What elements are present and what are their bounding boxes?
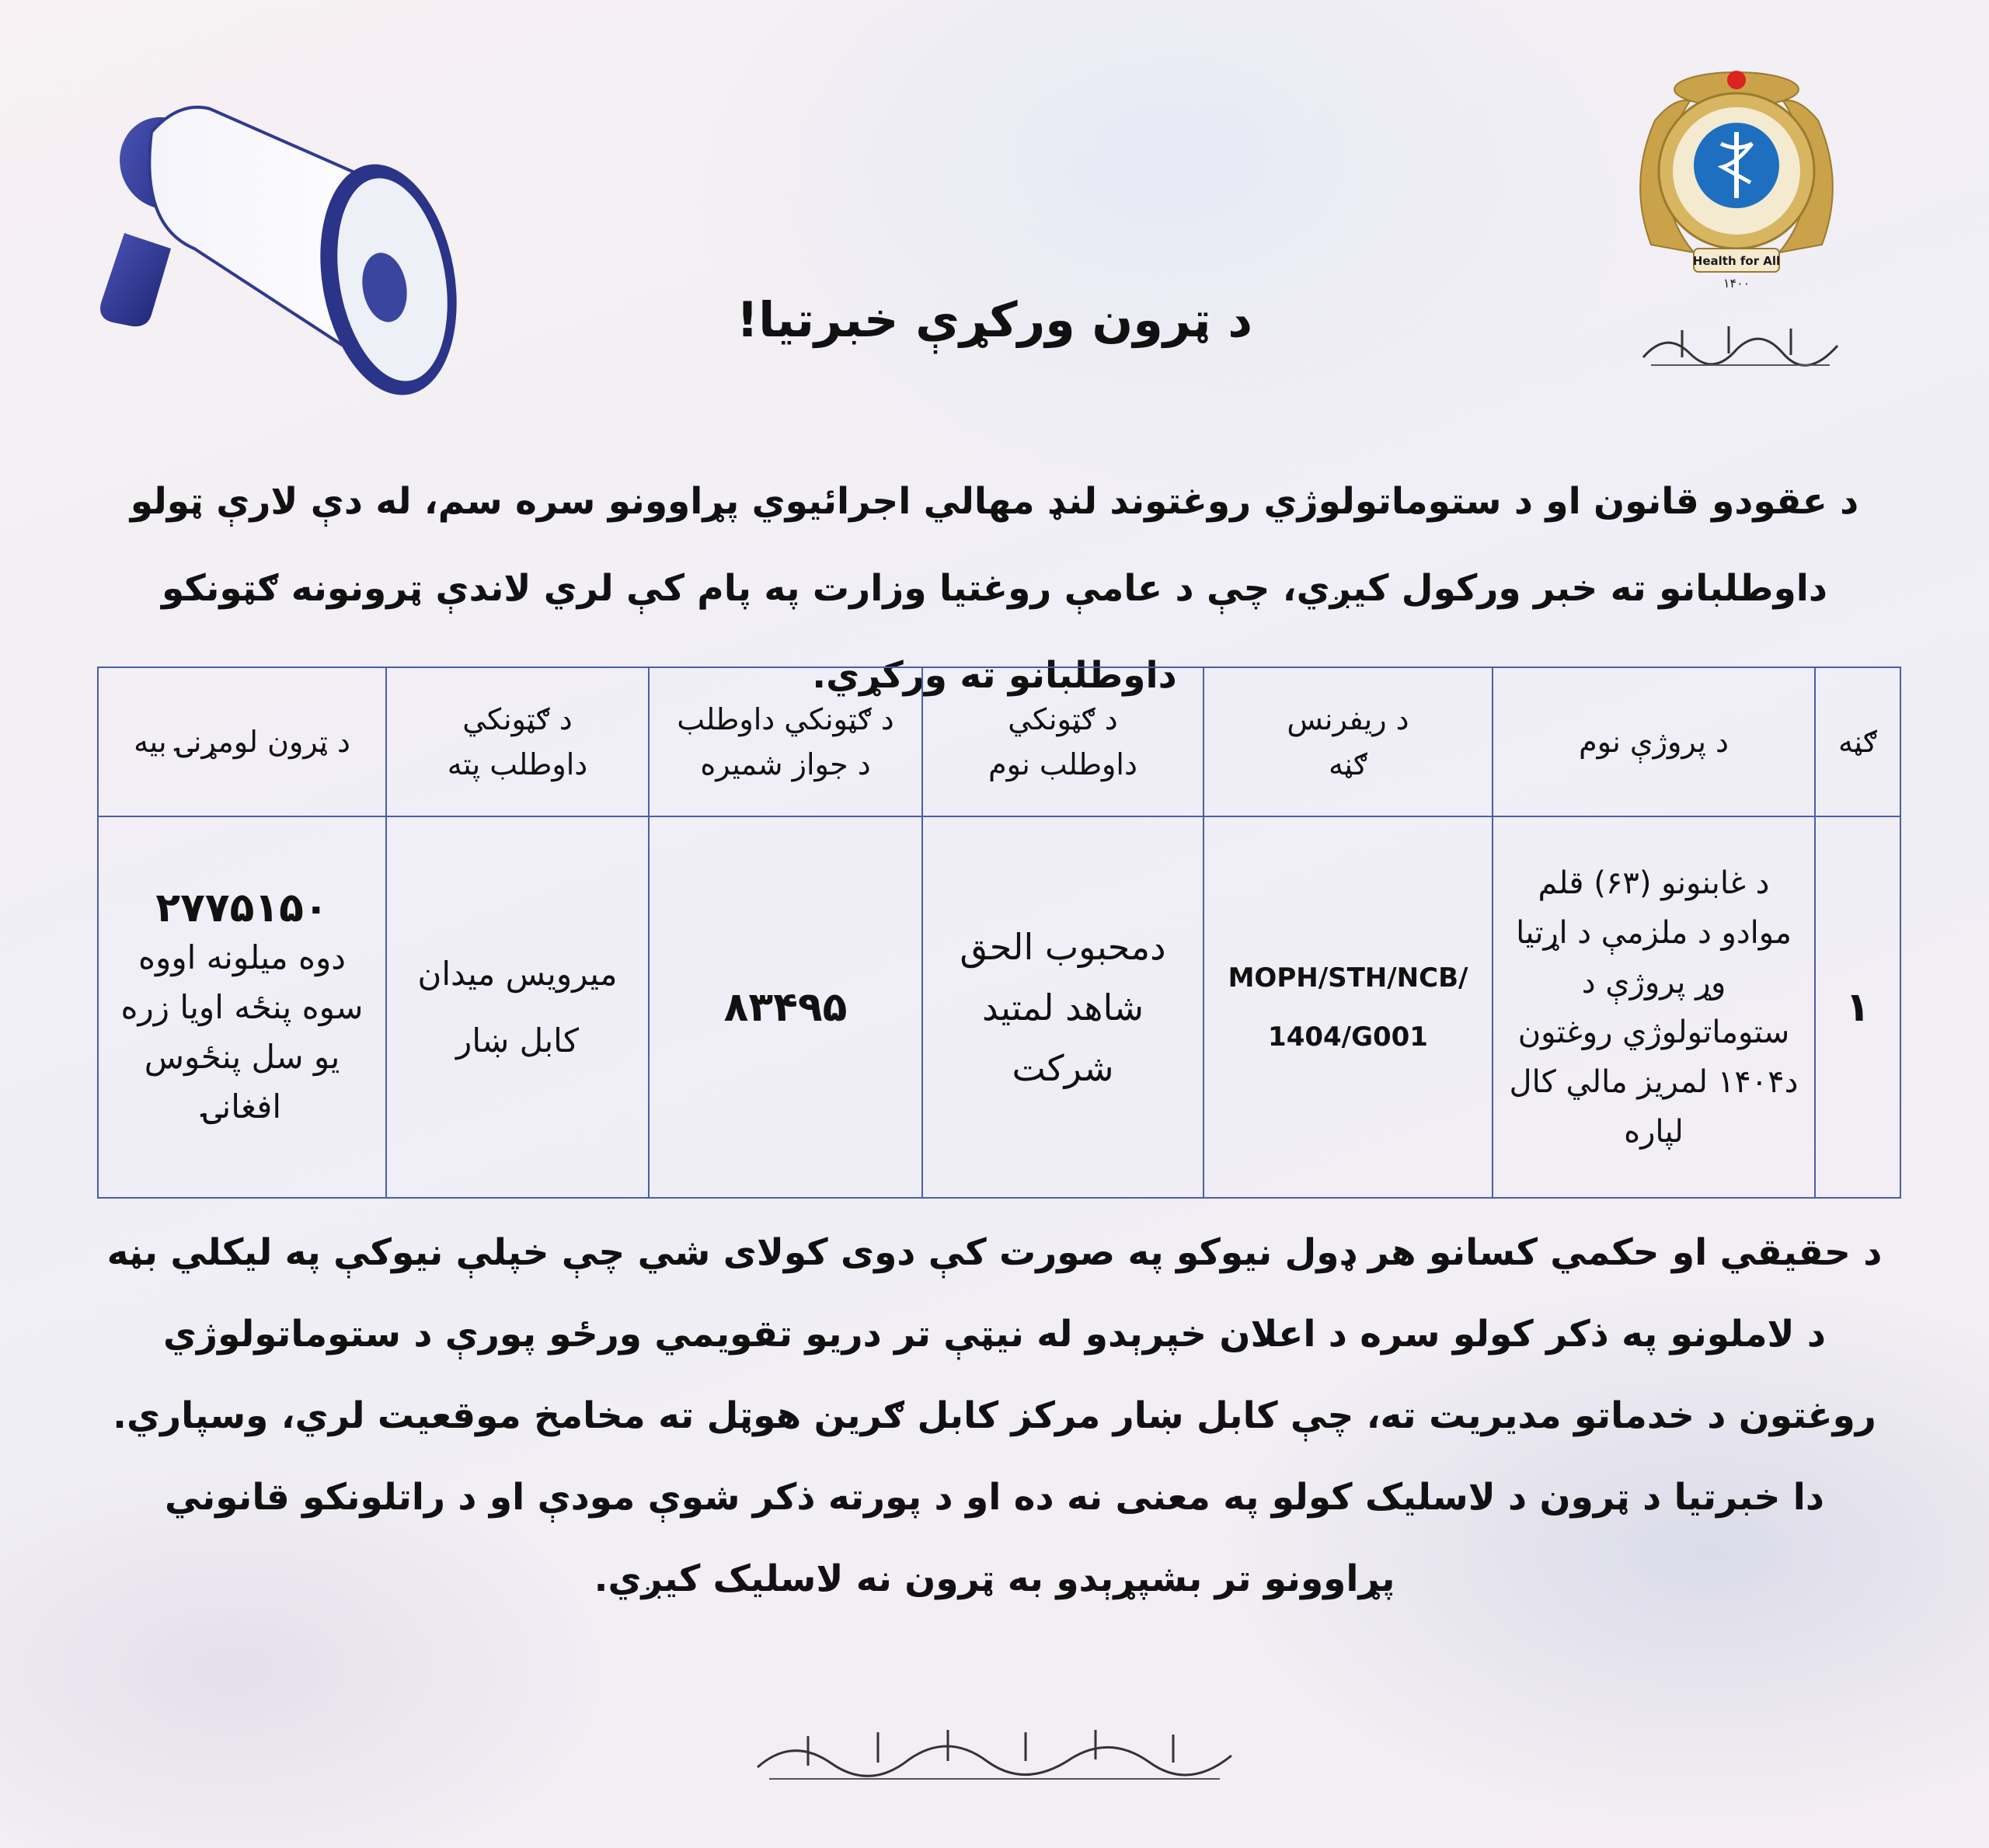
cell-bidder-name [922, 816, 1204, 1198]
header-price: د ټرون لومړنۍ بیه [98, 667, 386, 816]
header-reference-line2: ګڼه [1329, 747, 1367, 781]
price-words-line: دوه میلونه اووه [138, 938, 346, 976]
header-address-line1: د ګټونکي [462, 702, 573, 736]
bidder-line: دمحبوب الحق [960, 925, 1166, 968]
table-row [98, 816, 1900, 1198]
reference-line: 1404/G001 [1268, 1021, 1428, 1053]
price-words-line: افغانۍ [202, 1087, 282, 1126]
notice-body [93, 1212, 1896, 1620]
header-license [649, 667, 922, 816]
reference-line: MOPH/STH/NCB/ [1228, 962, 1468, 994]
project-line: وړ پروژې د [1581, 964, 1726, 1001]
emblem-year: ۱۴۰۰ [1723, 276, 1750, 291]
header-address [386, 667, 649, 816]
header-bidder-name-line2: داوطلب نوم [988, 747, 1137, 781]
emblem-slogan: Health for All [1692, 254, 1781, 268]
header-reference-line1: د ریفرنس [1287, 702, 1409, 736]
page-title: د ټرون ورکړې خبرتیا! [736, 291, 1253, 348]
bidder-line: شاهد لمتید [981, 986, 1144, 1028]
header-number: ګڼه [1815, 667, 1900, 816]
contract-award-table [97, 666, 1901, 1199]
header-license-line1: د ګټونکي داوطلب [677, 702, 894, 736]
cell-price [98, 816, 386, 1198]
cell-project-name [1493, 816, 1815, 1198]
project-line: د۱۴۰۴ لمریز مالي کال [1509, 1063, 1799, 1100]
project-line: ستوماتولوژي روغتون [1517, 1014, 1790, 1050]
price-words-line: سوه پنځه اویا زره [120, 987, 364, 1026]
ministry-of-public-health-emblem-icon [1620, 66, 1853, 307]
header-reference [1204, 667, 1493, 816]
objection-paragraph: د حقیقي او حکمي کسانو هر ډول نیوکو په صورت کې دوی کولای شي چې خپلې نیوکې په لیکلي بڼه د لاملونو په ذکر کولو سره د اعلان خپرېدو له نیټې تر دریو تقویمي ورځو پورې د ستوماتولوژي روغتون د خدماتو مدیریت ته، چې کابل ښار مرکز کابل ګرین هوټل ته مخامخ موقعیت لري، وسپاري. [106, 1231, 1883, 1437]
header-address-line2: داوطلب پته [447, 747, 588, 781]
price-words-line: یو سل پنځوس [144, 1037, 340, 1076]
megaphone-icon [78, 54, 466, 412]
spokesperson-office-calligraphy-signature [746, 1713, 1243, 1791]
bidder-line: شرکت [1012, 1046, 1114, 1089]
cell-license-number: ۸۳۴۹۵ [649, 816, 922, 1198]
project-line: لپاره [1624, 1113, 1684, 1150]
address-line: کابل ښار [456, 1021, 579, 1060]
cell-address [386, 816, 649, 1198]
cell-reference [1204, 816, 1493, 1198]
signing-notice-paragraph: دا خبرتیا د ټرون د لاسلیک کولو په معنی نه ده او د پورته ذکر شوې مودې او د راتلونکو قانوني پړاوونو تر بشپړېدو به ټرون نه لاسلیک کیږي. [165, 1476, 1824, 1600]
price-number: ۲۷۷۵۱۵۰ [155, 884, 329, 931]
header-bidder-name-line1: د ګټونکي [1008, 702, 1118, 736]
cell-number: ۱ [1815, 816, 1900, 1198]
address-line: میرویس میدان [417, 954, 618, 993]
header-project-name: د پروژې نوم [1493, 667, 1815, 816]
project-line: موادو د ملزمې د اړتیا [1516, 914, 1792, 951]
project-line: د غابنونو (۶۳) قلم [1538, 865, 1770, 901]
table-header-row [98, 667, 1900, 816]
header-bidder-name [922, 667, 1204, 816]
intro-paragraph: د عقودو قانون او د ستوماتولوژي روغتوند لنډ مهالي اجرائیوي پړاوونو سره سم، له دې لارې ټولو داوطلبانو ته خبر ورکول کیږي، چې د عامې روغتیا وزارت په پام کې لري لاندې ټرونونه ګټونکو داوطلبانو ته ورکړي. [130, 480, 1859, 697]
header-license-line2: د جواز شمیره [700, 747, 871, 781]
